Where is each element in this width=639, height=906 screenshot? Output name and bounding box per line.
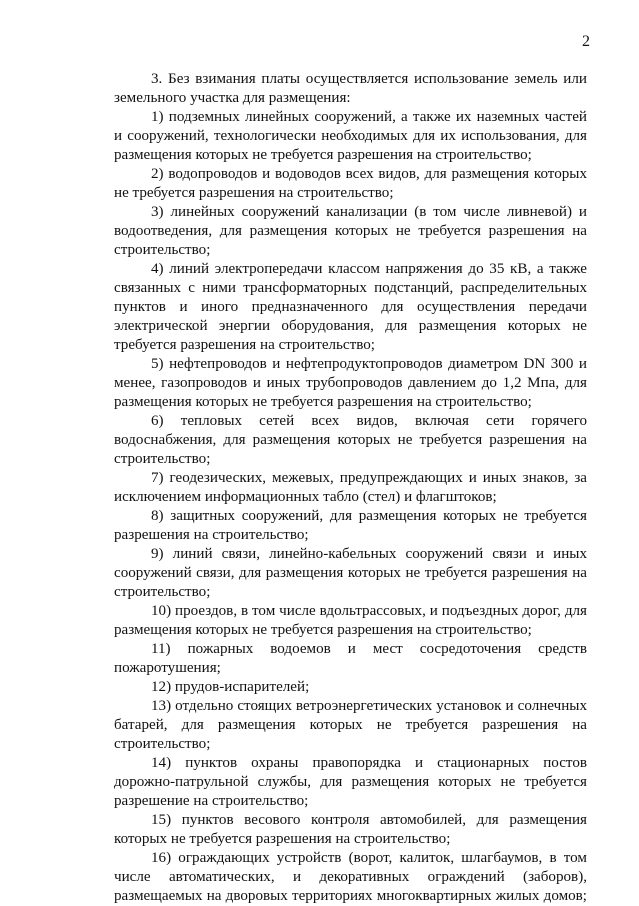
list-item-5: 5) нефтепроводов и нефтепродуктопроводов диаметром DN 300 и менее, газопроводов и иных трубопроводов давлением до 1,2 Мпа, для размещения которых не требуется разрешения на строительство; [114,356,587,410]
list-item-3: 3) линейных сооружений канализации (в том числе ливневой) и водоотведения, для размещения которых не требуется разрешения на строительство; [114,204,587,258]
list-item-16: 16) ограждающих устройств (ворот, калиток, шлагбаумов, в том числе автоматических, и декоративных ограждений (заборов), размещаемых на дворовых территориях многоквартирных жилых домов; [114,850,587,904]
list-item-8: 8) защитных сооружений, для размещения которых не требуется разрешения на строительство; [114,508,587,543]
list-item-10: 10) проездов, в том числе вдольтрассовых, и подъездных дорог, для размещения которых не требуется разрешения на строительство; [114,603,587,638]
list-item-15: 15) пунктов весового контроля автомобилей, для размещения которых не требуется разрешения на строительство; [114,812,587,847]
list-item-13: 13) отдельно стоящих ветроэнергетических установок и солнечных батарей, для размещения которых не требуется разрешения на строительство; [114,698,587,752]
list-item-11: 11) пожарных водоемов и мест сосредоточения средств пожаротушения; [114,641,587,676]
list-item-12: 12) прудов-испарителей; [151,679,310,695]
list-item-4: 4) линий электропередачи классом напряжения до 35 кВ, а также связанных с ними трансформаторных подстанций, распределительных пунктов и иного предназначенного для осуществления передачи электрической энергии оборудования, для размещения которых не требуется разрешения на строительство; [114,261,587,353]
list-item-7: 7) геодезических, межевых, предупреждающих и иных знаков, за исключением информационных табло (стел) и флагштоков; [114,470,587,505]
list-item-9: 9) линий связи, линейно-кабельных сооружений связи и иных сооружений связи, для размещения которых не требуется разрешения на строительство; [114,546,587,600]
list-item-14: 14) пунктов охраны правопорядка и стационарных постов дорожно-патрульной службы, для размещения которых не требуется разрешение на строительство; [114,755,587,809]
list-item-2: 2) водопроводов и водоводов всех видов, для размещения которых не требуется разрешения на строительство; [114,166,587,201]
list-item-6: 6) тепловых сетей всех видов, включая сети горячего водоснабжения, для размещения которых не требуется разрешения на строительство; [114,413,587,467]
page-number: 2 [582,33,590,50]
list-item-1: 1) подземных линейных сооружений, а также их наземных частей и сооружений, технологически необходимых для их использования, для размещения которых не требуется разрешения на строительство; [114,109,587,163]
paragraph-intro: 3. Без взимания платы осуществляется использование земель или земельного участка для размещения: [114,71,587,106]
document-body [114,70,587,906]
